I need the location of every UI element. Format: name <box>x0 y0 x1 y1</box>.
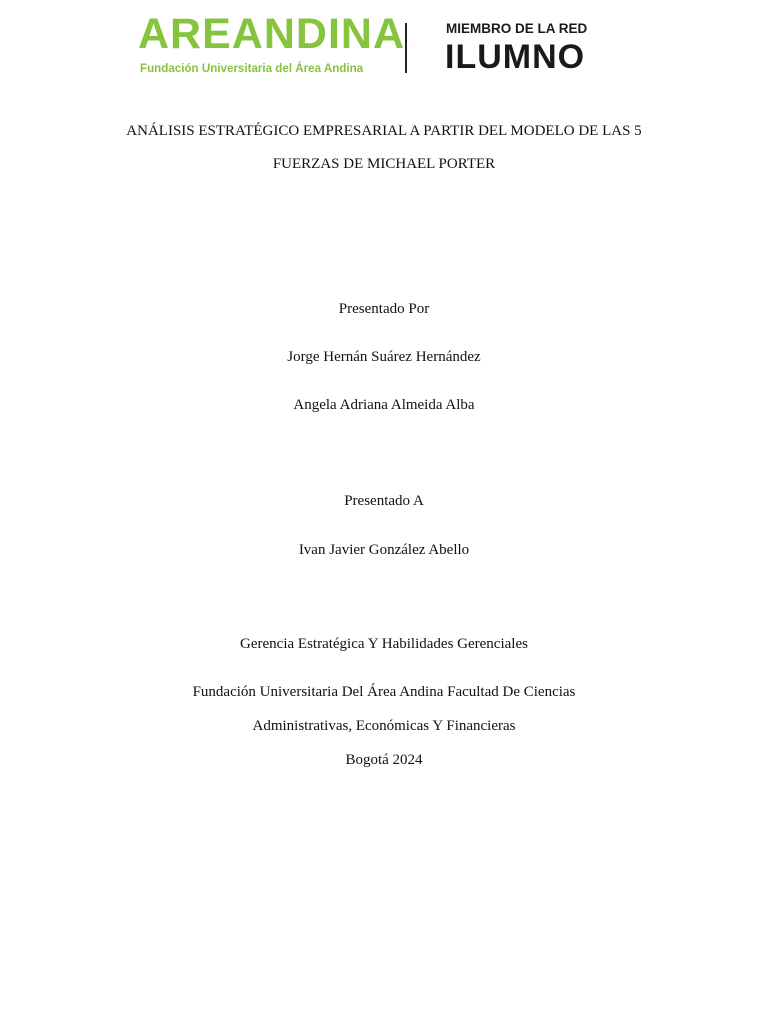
institution-line-2: Administrativas, Económicas Y Financieras <box>252 718 516 734</box>
presented-to-label: Presentado A <box>344 493 424 509</box>
professor-name: Ivan Javier González Abello <box>298 542 470 558</box>
title-line-1: ANÁLISIS ESTRATÉGICO EMPRESARIAL A PARTIR DEL MODELO DE LAS 5 <box>126 123 642 139</box>
presented-by-label: Presentado Por <box>338 301 430 317</box>
place-date: Bogotá 2024 <box>345 752 423 768</box>
title-line-2: FUERZAS DE MICHAEL PORTER <box>272 156 496 172</box>
author-2: Angela Adriana Almeida Alba <box>293 397 475 413</box>
institution-line-1: Fundación Universitaria Del Área Andina Facultad De Ciencias <box>192 684 576 700</box>
ilumno-member-text: MIEMBRO DE LA RED <box>446 21 588 36</box>
course-name: Gerencia Estratégica Y Habilidades Gerenciales <box>240 636 528 652</box>
areandina-tagline: Fundación Universitaria del Área Andina <box>140 62 364 75</box>
logo-header <box>0 0 768 95</box>
logo-divider <box>405 23 407 73</box>
author-1: Jorge Hernán Suárez Hernández <box>287 349 481 365</box>
ilumno-logo: ILUMNO <box>445 38 586 76</box>
areandina-logo: AREANDINA <box>138 10 405 58</box>
